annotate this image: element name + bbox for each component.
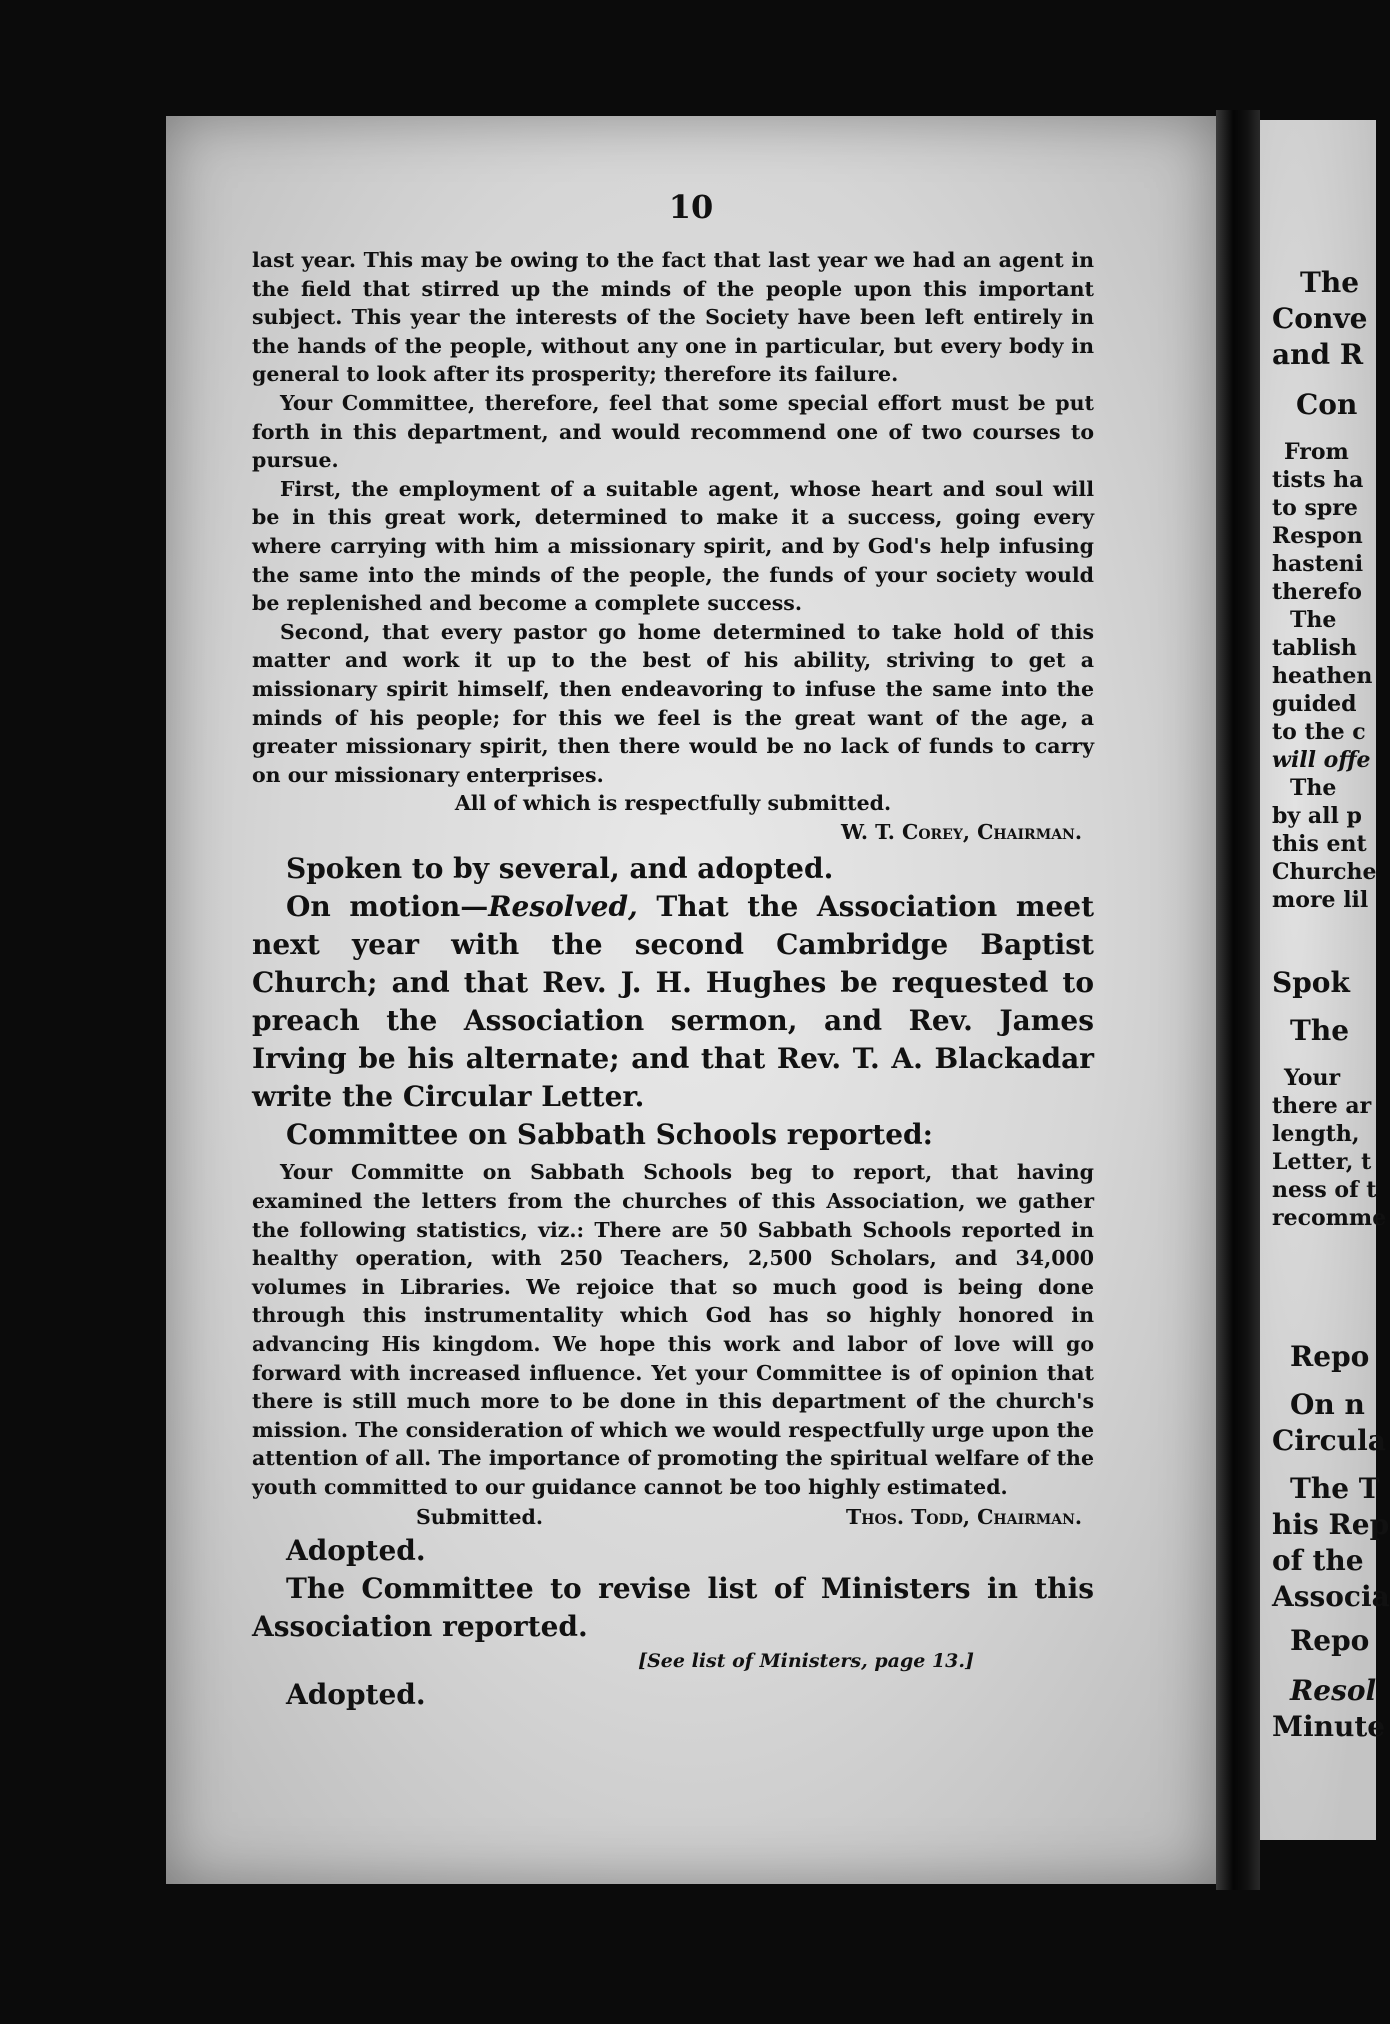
submitted-short: Submitted.: [416, 1504, 543, 1529]
adopted-second: Adopted.: [286, 1677, 426, 1711]
np-fragment: Letter, t: [1272, 1149, 1372, 1175]
np-fragment: his Rep: [1272, 1508, 1390, 1541]
spoken-adopted: Spoken to by several, and adopted.: [286, 852, 834, 886]
np-fragment: will offe: [1272, 747, 1371, 773]
np-fragment: Circula: [1272, 1424, 1386, 1457]
np-fragment: Associa: [1272, 1580, 1390, 1613]
submitted-line: All of which is respectfully submitted.: [454, 791, 892, 816]
np-fragment: Respon: [1272, 523, 1363, 549]
np-fragment: The: [1290, 607, 1337, 633]
np-fragment: length,: [1272, 1121, 1360, 1147]
np-fragment: guided: [1272, 691, 1357, 717]
np-fragment: of the: [1272, 1544, 1364, 1577]
np-fragment: Spok: [1272, 966, 1350, 999]
np-fragment: to spre: [1272, 495, 1358, 521]
committee-heading: Committee on Sabbath Schools reported:: [286, 1118, 933, 1152]
np-fragment: The: [1300, 266, 1360, 299]
np-fragment: this ent: [1272, 831, 1367, 857]
ministers-reference: [See list of Ministers, page 13.]: [638, 1649, 974, 1672]
np-fragment: On n: [1290, 1388, 1365, 1421]
paragraph-first: First, the employment of a suitable agent, whose heart and soul will be in this great work, determined to make it a success, going every where carrying with him a missionary spirit, and by God's help infusing the same into the minds of the people, the funds of your society would be replenished and become a complete success.: [252, 476, 1094, 616]
signature-todd: Thos. Todd, Chairman.: [846, 1504, 1082, 1529]
np-fragment: The: [1290, 1014, 1350, 1047]
np-fragment: Resol: [1290, 1674, 1377, 1707]
book-page-right-fragment: [1260, 120, 1390, 1840]
page-body: [252, 246, 1094, 1714]
np-fragment: Your: [1284, 1065, 1341, 1091]
np-fragment: there ar: [1272, 1093, 1372, 1119]
page-number: 10: [668, 188, 714, 226]
np-fragment: to the c: [1272, 719, 1366, 745]
book-gutter: [1216, 110, 1260, 1890]
paragraph-sabbath-report: Your Committe on Sabbath Schools beg to report, that having examined the letters from the churches of this Association, we gather the following statistics, viz.: There are 50 Sabbath Schools reported in healthy operation, with 250 Teachers, 2,500 Scholars, and 34,000 volumes in Libraries. We rejoice that so much good is being done through this instrumentality which God has so highly honored in advancing His kingdom. We hope this work and labor of love will go forward with increased influence. Yet your Committee is of opinion that there is still much more to be done in this department of the church's mission. The consideration of which we would respectfully urge upon the attention of all. The importance of promoting the spiritual welfare of the youth committed to our guidance cannot be too highly estimated.: [252, 1160, 1094, 1499]
np-fragment: recomme: [1272, 1205, 1387, 1231]
motion-lead: On motion—: [286, 890, 489, 924]
np-fragment: Conve: [1272, 302, 1368, 335]
np-fragment: and R: [1272, 338, 1364, 371]
motion-paragraph: [252, 888, 1094, 1116]
np-fragment: Repo: [1290, 1340, 1370, 1373]
np-fragment: The T: [1290, 1472, 1380, 1505]
np-fragment: therefo: [1272, 579, 1362, 605]
np-fragment: Con: [1296, 388, 1358, 421]
paragraph-failure: last year. This may be owing to the fact that last year we had an agent in the field that stirred up the minds of the people upon this important subject. This year the interests of the Society have been left entirely in the hands of the people, without any one in particular, but every body in general to look after its prosperity; therefore its failure.: [252, 248, 1094, 387]
np-fragment: From: [1284, 439, 1349, 465]
paragraph-second: Second, that every pastor go home determined to take hold of this matter and work it up to the best of his ability, striving to get a missionary spirit himself, then endeavoring to infuse the same into the minds of his people; for this we feel is the great want of the age, a greater missionary spirit, then there would be no lack of funds to carry on our missionary enterprises.: [252, 619, 1094, 787]
motion-text: That the Association meet next year with the second Cambridge Baptist Church; and that Rev. J. H. Hughes be requested to preach the Association sermon, and Rev. James Irving be his alternate; and that Rev. T. A. Blackadar write the Circular Letter.: [252, 890, 1095, 1114]
signature-row-todd: [252, 1502, 1094, 1532]
np-fragment: The: [1290, 775, 1337, 801]
np-fragment: ness of t: [1272, 1177, 1377, 1203]
np-fragment: more lil: [1272, 887, 1369, 913]
signature-corey: W. T. Corey, Chairman.: [841, 819, 1082, 844]
np-fragment: tablish: [1272, 635, 1357, 661]
motion-resolved: Resolved,: [488, 890, 638, 924]
np-fragment: Churche: [1272, 859, 1377, 885]
paragraph-special-effort: Your Committee, therefore, feel that some special effort must be put forth in this department, and would recommend one of two courses to pursue.: [252, 390, 1094, 473]
np-fragment: Repo: [1290, 1624, 1370, 1657]
np-fragment: tists ha: [1272, 467, 1364, 493]
np-fragment: heathen: [1272, 663, 1373, 689]
np-fragment: Minute: [1272, 1710, 1386, 1743]
book-page-left: [166, 116, 1216, 1884]
np-fragment: hasteni: [1272, 551, 1364, 577]
adopted-first: Adopted.: [286, 1533, 426, 1567]
ministers-reported: The Committee to revise list of Ministers in this Association reported.: [252, 1571, 1094, 1643]
np-fragment: by all p: [1272, 803, 1362, 829]
